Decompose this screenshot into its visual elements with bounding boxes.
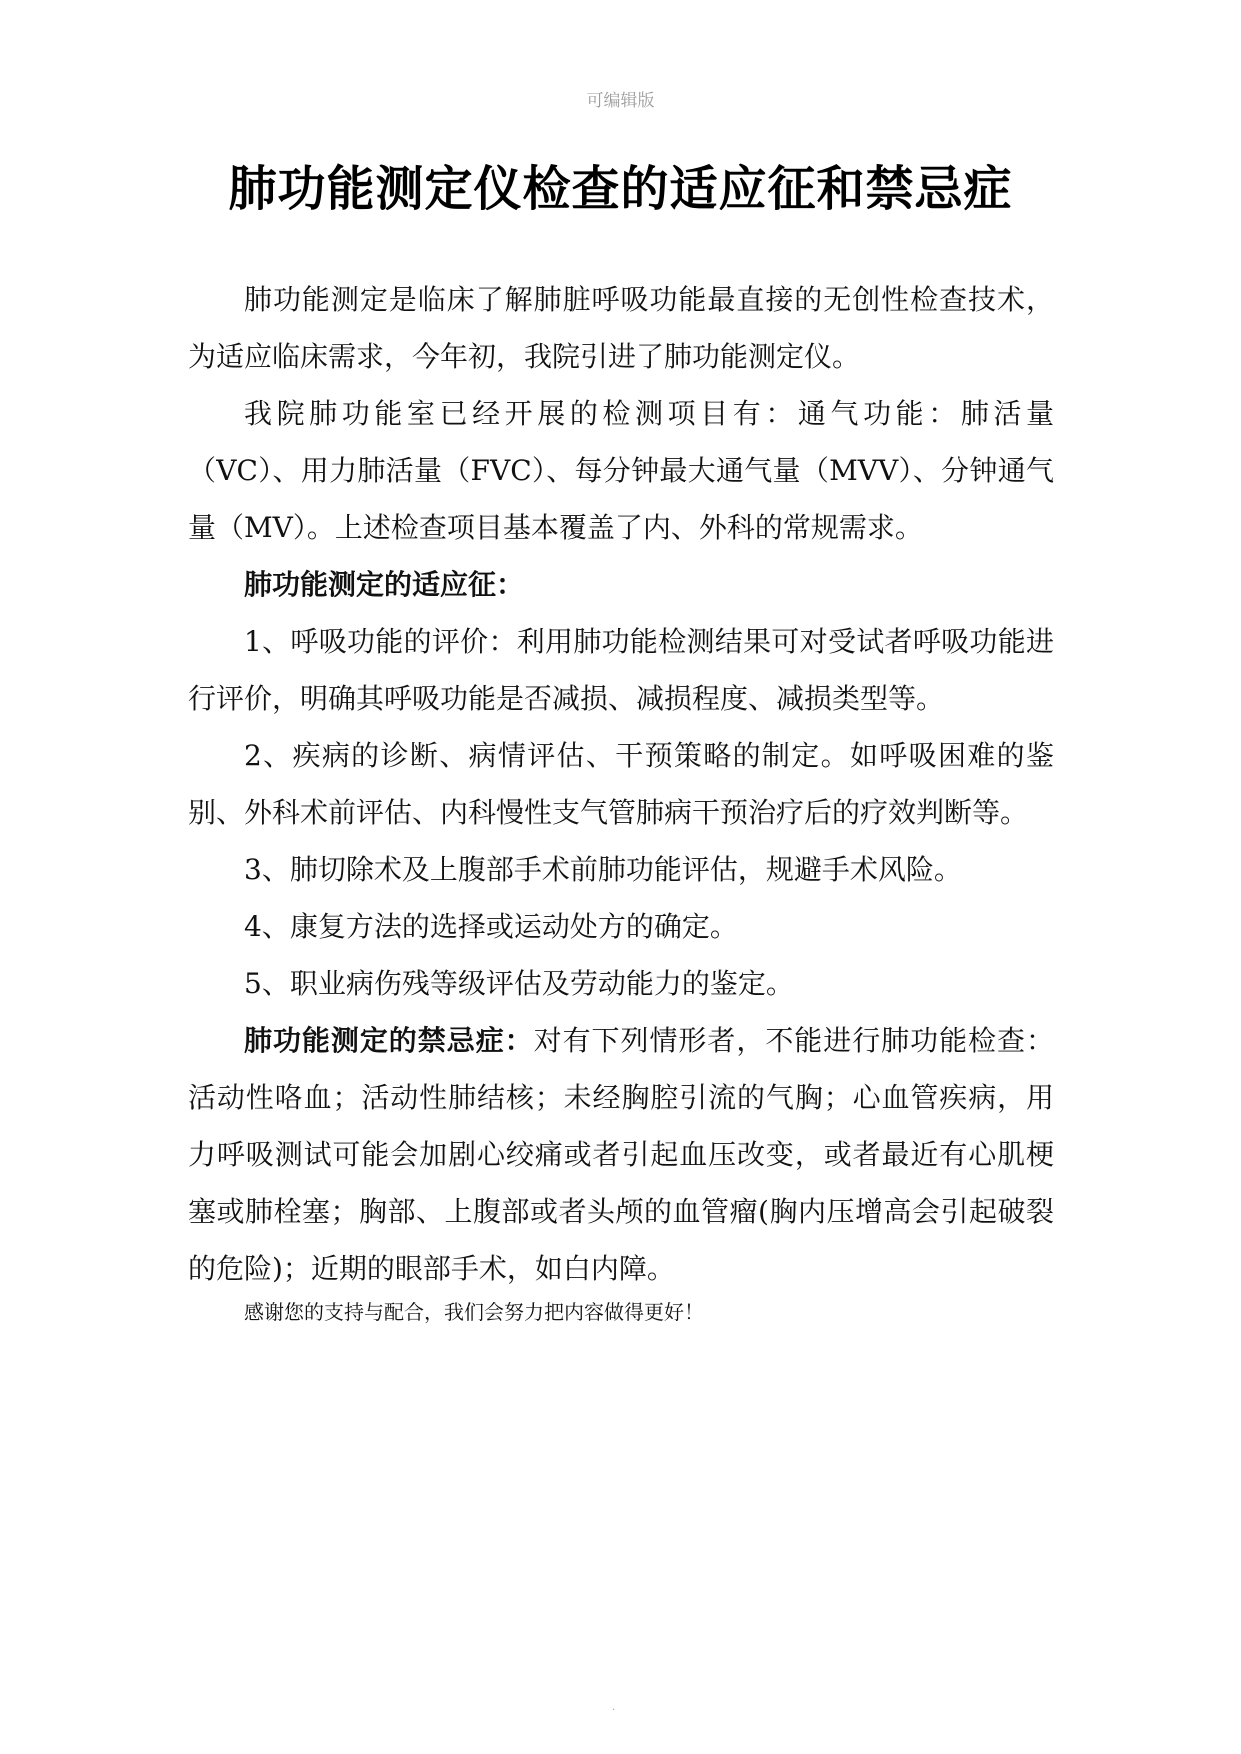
indication-item-1: 1、呼吸功能的评价：利用肺功能检测结果可对受试者呼吸功能进行评价，明确其呼吸功能是否减损、减损程度、减损类型等。 <box>188 625 1054 715</box>
document-title: 肺功能测定仪检查的适应征和禁忌症 <box>228 161 1013 217</box>
indication-item-3: 3、肺切除术及上腹部手术前肺功能评估，规避手术风险。 <box>244 853 962 886</box>
indication-item-4: 4、康复方法的选择或运动处方的确定。 <box>244 910 738 943</box>
contraindications-heading: 肺功能测定的禁忌症： <box>244 1024 534 1057</box>
indications-heading-paragraph <box>188 556 1054 613</box>
indication-item-5: 5、职业病伤残等级评估及劳动能力的鉴定。 <box>244 967 794 1000</box>
document-body <box>188 271 1054 1327</box>
thanks-note: 感谢您的支持与配合，我们会努力把内容做得更好！ <box>244 1300 704 1324</box>
indication-item-2: 2、疾病的诊断、病情评估、干预策略的制定。如呼吸困难的鉴别、外科术前评估、内科慢性支气管肺病干预治疗后的疗效判断等。 <box>188 739 1054 829</box>
intro-paragraph-2: 我院肺功能室已经开展的检测项目有：通气功能：肺活量（VC）、用力肺活量（FVC）、每分钟最大通气量（MVV）、分钟通气量（MV）。上述检查项目基本覆盖了内、外科的常规需求。 <box>188 397 1054 544</box>
contraindications-text: 对有下列情形者，不能进行肺功能检查：活动性咯血；活动性肺结核；未经胸腔引流的气胸；心血管疾病，用力呼吸测试可能会加剧心绞痛或者引起血压改变，或者最近有心肌梗塞或肺栓塞；胸部、上腹部或者头颅的血管瘤(胸内压增高会引起破裂的危险)；近期的眼部手术，如白内障。 <box>188 1024 1054 1285</box>
contraindications-paragraph <box>188 1012 1054 1297</box>
indications-heading: 肺功能测定的适应征： <box>244 568 525 601</box>
footer-mark: . <box>612 1702 616 1713</box>
header-watermark: 可编辑版 <box>586 91 655 111</box>
intro-paragraph-1: 肺功能测定是临床了解肺脏呼吸功能最直接的无创性检查技术，为适应临床需求，今年初，我院引进了肺功能测定仪。 <box>188 283 1054 373</box>
